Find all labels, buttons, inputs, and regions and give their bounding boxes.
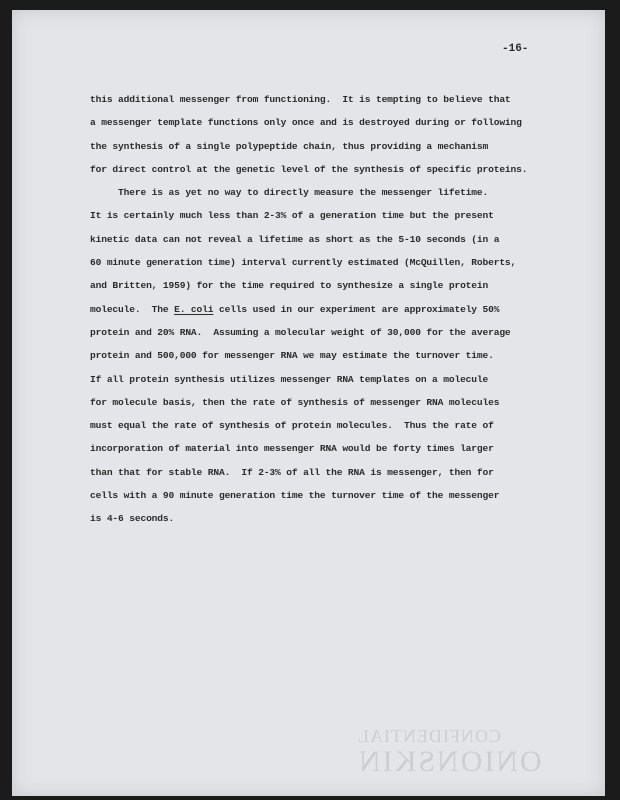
text-line: There is as yet no way to directly measure the messenger lifetime. xyxy=(90,187,489,199)
text-line: must equal the rate of synthesis of protein molecules. Thus the rate of xyxy=(90,420,494,432)
typewritten-page xyxy=(12,10,605,796)
text-line: this additional messenger from functioning. It is tempting to believe that xyxy=(90,94,511,105)
text-line: for molecule basis, then the rate of synthesis of messenger RNA molecules xyxy=(90,396,500,408)
text-line: is 4-6 seconds. xyxy=(90,513,175,525)
paper-watermark xyxy=(357,727,607,777)
watermark-line: ONIONSKIN xyxy=(357,745,542,778)
page-number: -16- xyxy=(502,43,529,55)
text-line: and Britten, 1959) for the time required to synthesize a single protein xyxy=(90,280,489,292)
text-line: protein and 500,000 for messenger RNA we may estimate the turnover time. xyxy=(90,350,494,362)
watermark-line: CONFIDENTIAL xyxy=(357,726,501,746)
text-segment: cells used in our experiment are approximately 50% xyxy=(213,303,500,315)
text-line: for direct control at the genetic level of the synthesis of specific proteins. xyxy=(90,163,528,175)
text-segment: molecule. The xyxy=(90,303,175,315)
text-line: than that for stable RNA. If 2-3% of all the RNA is messenger, then for xyxy=(90,466,494,478)
text-line: protein and 20% RNA. Assuming a molecular weight of 30,000 for the average xyxy=(90,326,511,338)
text-line: the synthesis of a single polypeptide chain, thus providing a mechanism xyxy=(90,140,489,152)
underlined-species-name: E. coli xyxy=(174,303,214,315)
text-line: If all protein synthesis utilizes messenger RNA templates on a molecule xyxy=(90,373,489,385)
text-line: It is certainly much less than 2-3% of a generation time but the present xyxy=(90,210,494,222)
text-line xyxy=(90,298,560,321)
body-text xyxy=(90,88,560,531)
text-line: a messenger template functions only once and is destroyed during or following xyxy=(90,117,522,129)
text-line: 60 minute generation time) interval currently estimated (McQuillen, Roberts, xyxy=(90,257,517,269)
text-line: cells with a 90 minute generation time the turnover time of the messenger xyxy=(90,490,500,502)
text-line: incorporation of material into messenger RNA would be forty times larger xyxy=(90,443,494,455)
text-line: kinetic data can not reveal a lifetime as short as the 5-10 seconds (in a xyxy=(90,233,500,245)
